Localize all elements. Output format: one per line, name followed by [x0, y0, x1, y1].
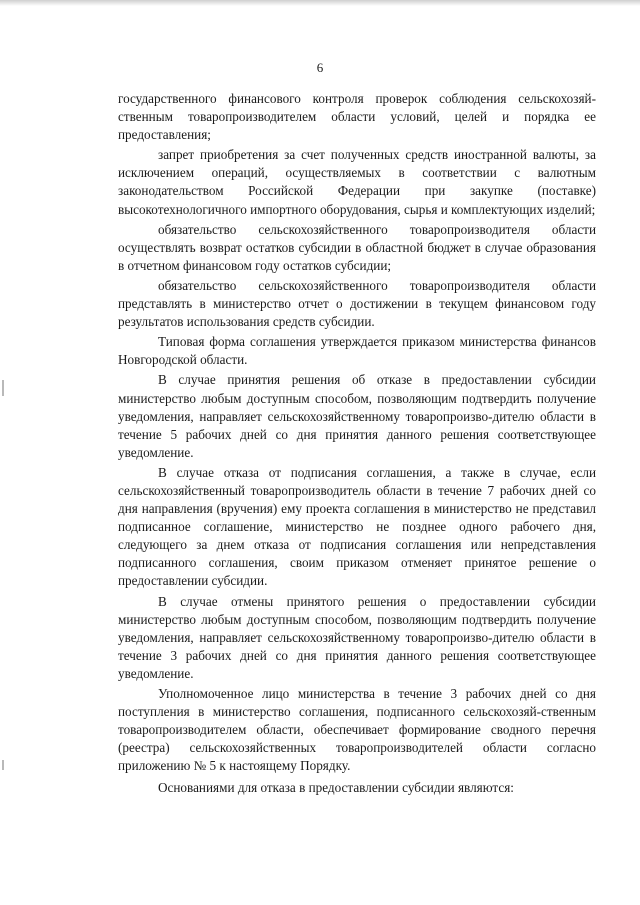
scan-margin-mark: [2, 380, 4, 396]
paragraph: В случае принятия решения об отказе в предоставлении субсидии министерство любым доступным способом, позволяющим подтвердить получение уведомления, направляет сельскохозяйственному товаропроизво-дителю области в течение 5 рабочих дней со дня принятия данного решения соответствующее уведомление.: [118, 372, 596, 460]
document-body: [118, 90, 596, 800]
paragraph: Типовая форма соглашения утверждается приказом министерства финансов Новгородской области.: [118, 334, 596, 368]
scan-margin-mark: [2, 760, 4, 770]
paragraph: государственного финансового контроля проверок соблюдения сельскохозяй-ственным товаропроизводителем области условий, целей и порядка ее предоставления;: [118, 91, 596, 143]
paragraph: В случае отказа от подписания соглашения, а также в случае, если сельскохозяйственный товаропроизводитель области в течение 7 рабочих дней со дня направления (вручения) ему проекта соглашения в министерство не представил подписанное соглашение, министерство не позднее одного рабочего дня, следующего за днем отказа от подписания соглашения или непредставления подписанного соглашения, своим приказом отменяет принятое решение о предоставлении субсидии.: [118, 464, 596, 589]
paragraph: обязательство сельскохозяйственного товаропроизводителя области представлять в министерство отчет о достижении в текущем финансовом году результатов использования средств субсидии.: [118, 277, 596, 330]
scan-edge-shadow: [0, 0, 640, 6]
paragraph: обязательство сельскохозяйственного товаропроизводителя области осуществлять возврат остатков субсидии в областной бюджет в случае образования в отчетном финансовом году остатков субсидии;: [118, 221, 596, 273]
page-number: 6: [316, 60, 324, 75]
paragraph: Уполномоченное лицо министерства в течение 3 рабочих дней со дня поступления в министерство соглашения, подписанного сельскохозяй-ственным товаропроизводителем области, обеспечивает формирование сводного перечня (реестра) сельскохозяйственных товаропроизводителей области согласно приложению № 5 к настоящему Порядку.: [118, 686, 596, 774]
paragraph: Основаниями для отказа в предоставлении субсидии являются:: [158, 780, 514, 796]
paragraph: В случае отмены принятого решения о предоставлении субсидии министерство любым доступным способом, позволяющим подтвердить получение уведомления, направляет сельскохозяйственному товаропроизво-дителю области в течение 3 рабочих дней со дня принятия данного решения соответствующее уведомление.: [118, 593, 596, 681]
paragraph: запрет приобретения за счет полученных средств иностранной валюты, за исключением операций, осуществляемых в соответствии с валютным законодательством Российской Федерации при закупке (поставке) высокотехнологичного импортного оборудования, сырья и комплектующих изделий;: [118, 147, 596, 217]
